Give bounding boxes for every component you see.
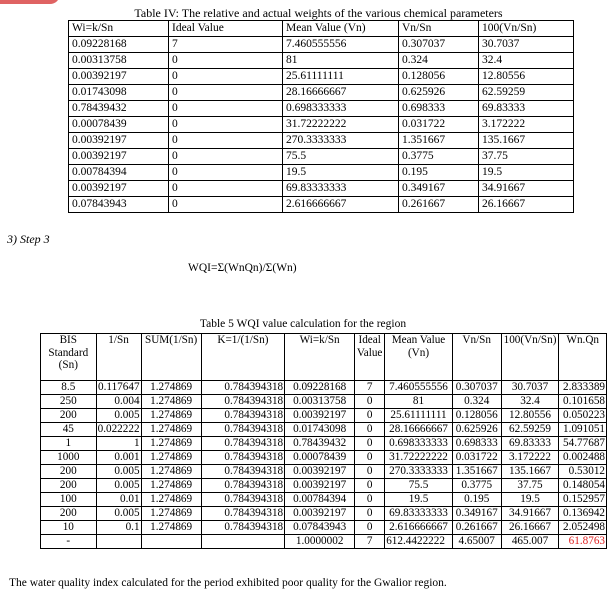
table4-cell: 135.1667 [479, 133, 574, 149]
table5-cell: 1.274869 [141, 507, 201, 521]
table5-cell: 1.274869 [141, 521, 201, 535]
table5-total-cell: 1.0000002 [285, 535, 355, 549]
table5-cell: 0.3775 [452, 479, 501, 493]
table4-cell: 0.78439432 [69, 101, 169, 117]
table5-cell: 69.83333 [501, 437, 559, 451]
table5-cell: 0.784394318 [201, 381, 284, 395]
table4-cell: 0 [169, 101, 283, 117]
table4-row [69, 69, 574, 85]
table5-cell: 19.5 [501, 493, 559, 507]
table5-cell: 28.16666667 [385, 423, 453, 437]
table5-cell: 0 [355, 465, 385, 479]
table5-cell: 0.784394318 [201, 451, 284, 465]
table4-cell: 0.349167 [399, 181, 479, 197]
table5-header-cell: K=1/(1/Sn) [201, 334, 284, 381]
table5-cell: 0.01 [96, 493, 141, 507]
table5-cell: 200 [41, 507, 97, 521]
wqi-total-value: 61.8763 [559, 535, 607, 549]
table5-cell: 1.274869 [141, 409, 201, 423]
table4-cell: 69.83333333 [283, 181, 399, 197]
table4-cell: 7 [169, 37, 283, 53]
table5-cell: 0 [355, 479, 385, 493]
table4-row [69, 85, 574, 101]
table5-cell: 0.625926 [452, 423, 501, 437]
table5-cell: 54.77687 [559, 437, 607, 451]
table5-cell: 0 [355, 493, 385, 507]
table4-cell: 0.261667 [399, 197, 479, 213]
table5-cell: 0.784394318 [201, 479, 284, 493]
table5-cell: 0.784394318 [201, 409, 284, 423]
table4-row [69, 53, 574, 69]
table5-cell: 1.274869 [141, 465, 201, 479]
table4-header-cell: Vn/Sn [399, 21, 479, 37]
table5-cell: 1 [96, 437, 141, 451]
table5-cell: 0.136942 [559, 507, 607, 521]
table4-cell: 1.351667 [399, 133, 479, 149]
table5 [40, 333, 607, 549]
table5-cell: 0.261667 [452, 521, 501, 535]
table5-cell: 32.4 [501, 395, 559, 409]
table5-cell: 10 [41, 521, 97, 535]
table5-cell: 0.78439432 [285, 437, 355, 451]
table4-cell: 0.00392197 [69, 133, 169, 149]
table5-cell: 200 [41, 409, 97, 423]
table5-cell: 0.349167 [452, 507, 501, 521]
table5-cell: 69.83333333 [385, 507, 453, 521]
table5-cell: 1 [41, 437, 97, 451]
table5-cell: 250 [41, 395, 97, 409]
table4-cell: 0 [169, 117, 283, 133]
table4-cell: 69.83333 [479, 101, 574, 117]
table5-cell: 0.002488 [559, 451, 607, 465]
table5-header-cell: 1/Sn [96, 334, 141, 381]
table4-cell: 0.00784394 [69, 165, 169, 181]
table5-cell: 0.117647 [98, 381, 140, 394]
table5-cell: 0.101658 [559, 395, 607, 409]
table5-cell: 0 [355, 437, 385, 451]
table5-row [41, 479, 607, 493]
table4-cell: 34.91667 [479, 181, 574, 197]
table5-cell: 270.3333333 [385, 465, 453, 479]
table5-cell: 0.53012 [559, 465, 607, 479]
table5-cell: 45 [41, 423, 97, 437]
step-heading: 3) Step 3 [7, 232, 50, 246]
table4-cell: 0.324 [399, 53, 479, 69]
table4-cell: 270.3333333 [283, 133, 399, 149]
table5-header-row [41, 334, 607, 381]
wqi-formula: WQI=Σ(WnQn)/Σ(Wn) [188, 262, 297, 274]
table5-cell: 135.1667 [501, 465, 559, 479]
table4-cell: 19.5 [283, 165, 399, 181]
table4-cell: 0 [169, 69, 283, 85]
table5-cell: 0.00392197 [285, 465, 355, 479]
table4-cell: 0.625926 [399, 85, 479, 101]
table4-row [69, 117, 574, 133]
table4-cell: 0 [169, 133, 283, 149]
table5-total-row [41, 535, 607, 549]
table5-row [41, 451, 607, 465]
table5-cell: 0.698333333 [385, 437, 453, 451]
table5-cell: 0.022222 [97, 423, 140, 436]
table5-header-cell: Vn/Sn [452, 334, 501, 381]
table5-cell: 0.001 [96, 451, 141, 465]
table5-cell: 7 [355, 381, 385, 395]
table4-cell: 30.7037 [479, 37, 574, 53]
table4-cell: 0.698333 [399, 101, 479, 117]
table4-cell: 0 [169, 149, 283, 165]
table4-cell: 0 [169, 165, 283, 181]
table5-cell: 0.005 [96, 409, 141, 423]
table5-cell: 1.274869 [141, 395, 201, 409]
table4-header-cell: Wi=k/Sn [69, 21, 169, 37]
table4-header-row [69, 21, 574, 37]
table4-cell: 0.00392197 [69, 149, 169, 165]
table5-cell: 0.01743098 [285, 423, 355, 437]
table4-header-cell: Ideal Value [169, 21, 283, 37]
table4-body [69, 37, 574, 213]
table5-cell: 0 [355, 423, 385, 437]
table4-cell: 31.72222222 [283, 117, 399, 133]
table4-header-cell: 100(Vn/Sn) [479, 21, 574, 37]
table5-cell: 26.16667 [501, 521, 559, 535]
table5-cell: 1.274869 [141, 423, 201, 437]
table5-cell: 0.784394318 [201, 395, 284, 409]
table5-cell: 0.005 [96, 507, 141, 521]
table4-cell: 12.80556 [479, 69, 574, 85]
table4-cell: 28.16666667 [283, 85, 399, 101]
table5-cell: 0 [355, 507, 385, 521]
table4-cell: 0.09228168 [69, 37, 169, 53]
table5-row [41, 493, 607, 507]
table5-cell: 0.698333 [452, 437, 501, 451]
table4-cell: 0.128056 [399, 69, 479, 85]
table4-cell: 0.07843943 [69, 197, 169, 213]
table4-cell: 75.5 [283, 149, 399, 165]
table4-row [69, 37, 574, 53]
table5-cell: 200 [41, 479, 97, 493]
table4-cell: 0 [169, 85, 283, 101]
table5-cell: 1.274869 [141, 479, 201, 493]
table4-cell: 2.616666667 [283, 197, 399, 213]
table5-cell: 1.274869 [141, 493, 201, 507]
table4-cell: 25.61111111 [283, 69, 399, 85]
table5-cell: 0.784394318 [201, 507, 284, 521]
table5-cell: 2.616666667 [385, 521, 453, 535]
table5-cell: 0.784394318 [201, 521, 284, 535]
table4-cell: 62.59259 [479, 85, 574, 101]
table4-cell: 3.172222 [479, 117, 574, 133]
table5-cell: 19.5 [385, 493, 453, 507]
table5-cell: 0.784394318 [201, 423, 284, 437]
table5-cell: 0 [355, 395, 385, 409]
table4-cell: 0.307037 [399, 37, 479, 53]
table4-cell: 0.00392197 [69, 69, 169, 85]
table5-cell: 0.00392197 [285, 409, 355, 423]
conclusion-text: The water quality index calculated for the period exhibited poor quality for the Gwalior region. [9, 577, 447, 589]
table5-cell: 0.195 [452, 493, 501, 507]
table4-header-cell: Mean Value (Vn) [283, 21, 399, 37]
table5-cell: 0 [355, 451, 385, 465]
table4-cell: 0.698333333 [283, 101, 399, 117]
table5-row [41, 409, 607, 423]
table5-cell: 37.75 [501, 479, 559, 493]
table5-cell: 1000 [41, 451, 97, 465]
table4-row [69, 165, 574, 181]
table5-cell: 0.09228168 [285, 381, 355, 395]
table5-cell: 0.307037 [452, 381, 501, 395]
table5-cell: 0.784394318 [201, 465, 284, 479]
table4-cell: 32.4 [479, 53, 574, 69]
table4-cell: 0 [169, 53, 283, 69]
table5-cell: 30.7037 [501, 381, 559, 395]
table5-cell: 0.004 [96, 395, 141, 409]
table5-body [41, 381, 607, 535]
table5-cell: 62.59259 [501, 423, 559, 437]
table5-cell: 0.07843943 [285, 521, 355, 535]
table5-cell: 0.128056 [452, 409, 501, 423]
table5-header-cell: Mean Value (Vn) [385, 334, 453, 381]
table5-cell: 12.80556 [501, 409, 559, 423]
table5-total-cell: 465.007 [501, 535, 559, 549]
table5-row [41, 423, 607, 437]
table5-cell: 34.91667 [501, 507, 559, 521]
table5-cell: 0.152957 [559, 493, 607, 507]
table5-cell: 0 [355, 521, 385, 535]
table5-row [41, 507, 607, 521]
table5-cell: 25.61111111 [385, 409, 453, 423]
table4-cell: 26.16667 [479, 197, 574, 213]
table5-caption: Table 5 WQI value calculation for the region [199, 318, 407, 330]
table5-cell: 200 [41, 465, 97, 479]
table5-cell: 0 [355, 409, 385, 423]
table4-cell: 81 [283, 53, 399, 69]
table4-cell: 37.75 [479, 149, 574, 165]
table4-caption: Table IV: The relative and actual weights of the various chemical parameters [134, 6, 503, 20]
table5-cell: 0.00784394 [285, 493, 355, 507]
table5-cell: 2.052498 [559, 521, 607, 535]
table5-total-cell [96, 535, 141, 549]
table4-cell: 0.01743098 [69, 85, 169, 101]
table5-cell: 8.5 [41, 381, 97, 395]
table5-cell: 0.1 [96, 521, 141, 535]
table4-cell: 0.195 [399, 165, 479, 181]
table4-row [69, 133, 574, 149]
red-corner-decoration [0, 0, 60, 4]
table5-total-cell: 4.65007 [452, 535, 501, 549]
table5-cell: 1.091051 [559, 423, 607, 437]
table4-cell: 7.460555556 [283, 37, 399, 53]
table4-cell: 0 [169, 181, 283, 197]
table5-cell: 0.050223 [559, 409, 607, 423]
table4-cell: 0.00313758 [69, 53, 169, 69]
table5-cell: 31.72222222 [385, 451, 453, 465]
table5-cell: 100 [41, 493, 97, 507]
table4-cell: 0.00392197 [69, 181, 169, 197]
table4-cell: 0.3775 [399, 149, 479, 165]
table5-cell: 7.460555556 [385, 381, 453, 395]
table5-total-cell [201, 535, 284, 549]
table5-header-cell: Wn.Qn [559, 334, 607, 381]
table4-row [69, 101, 574, 117]
table5-cell: 1.351667 [452, 465, 501, 479]
table5-cell: 0.148054 [559, 479, 607, 493]
table4-row [69, 149, 574, 165]
table4-row [69, 197, 574, 213]
table5-cell: 75.5 [385, 479, 453, 493]
table5-cell: 0.784394318 [201, 437, 284, 451]
table4-cell: 19.5 [479, 165, 574, 181]
table5-header-cell: BIS Standard (Sn) [41, 334, 97, 381]
table5-total-cell: - [41, 535, 97, 549]
table5-header-cell: 100(Vn/Sn) [501, 334, 559, 381]
table5-cell: 0.005 [96, 479, 141, 493]
table5-cell: 0.031722 [452, 451, 501, 465]
table5-cell: 2.833389 [559, 381, 607, 395]
table5-cell: 0.00392197 [285, 507, 355, 521]
table5-row [41, 381, 607, 395]
table5-cell: 1.274869 [141, 437, 201, 451]
table4-cell: 0.00078439 [69, 117, 169, 133]
table5-header-cell: SUM(1/Sn) [141, 334, 201, 381]
table4-cell: 0.031722 [399, 117, 479, 133]
table5-cell: 81 [385, 395, 453, 409]
table4-row [69, 181, 574, 197]
table5-cell: 3.172222 [501, 451, 559, 465]
table4-cell: 0 [169, 197, 283, 213]
table5-cell: 1.274869 [141, 381, 201, 395]
table5-row [41, 437, 607, 451]
table5-row [41, 521, 607, 535]
table5-cell: 0.005 [96, 465, 141, 479]
table4 [68, 20, 574, 213]
table5-header-cell: Ideal Value [355, 334, 385, 381]
table5-cell: 0.00313758 [285, 395, 355, 409]
table5-cell: 0.00392197 [285, 479, 355, 493]
table5-row [41, 395, 607, 409]
table5-cell: 0.784394318 [201, 493, 284, 507]
table5-total-cell: 7 [355, 535, 385, 549]
table5-cell: 1.274869 [141, 451, 201, 465]
table5-total-cell: 612.4422222 [385, 535, 453, 549]
table5-total-cell [141, 535, 201, 549]
table5-header-cell: Wi=k/Sn [285, 334, 355, 381]
table5-cell: 0.00078439 [285, 451, 355, 465]
table5-cell: 0.324 [452, 395, 501, 409]
table5-row [41, 465, 607, 479]
